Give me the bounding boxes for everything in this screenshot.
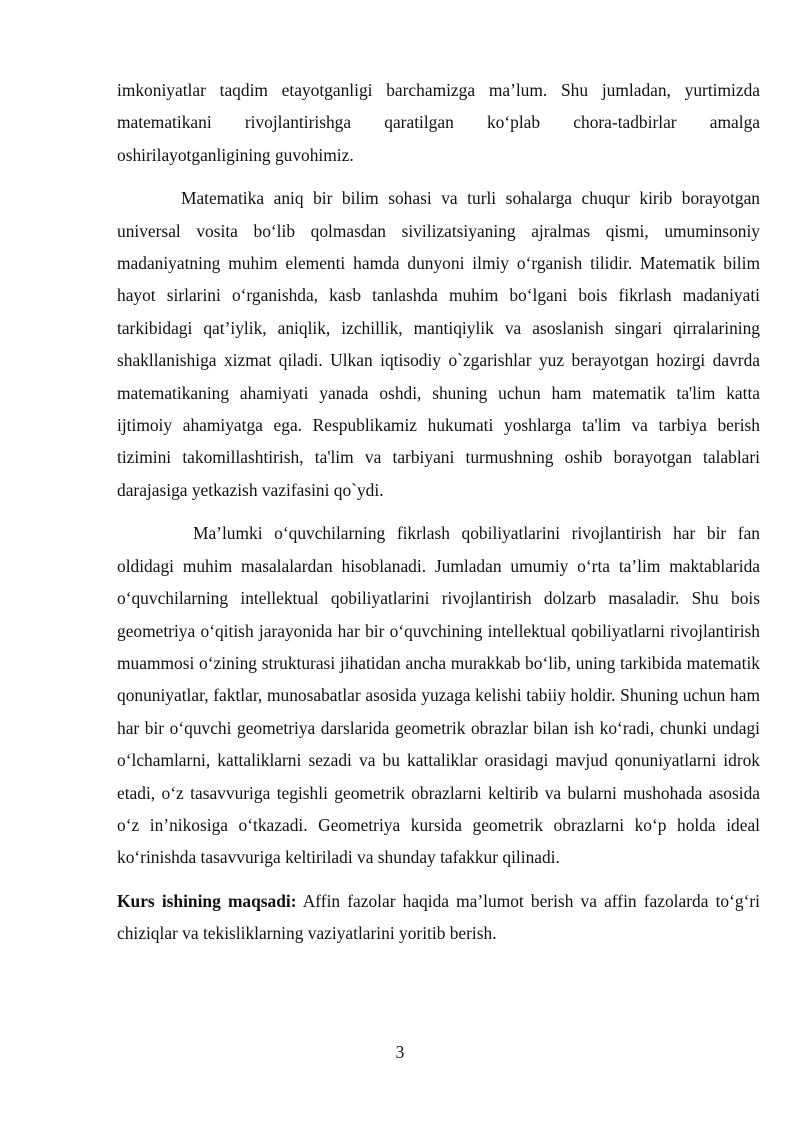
document-page (117, 74, 760, 950)
paragraph-mathematics-importance: Matematika aniq bir bilim sohasi va turli sohalarga chuqur kirib borayotgan universal vosita bo‘lib qolmasdan sivilizatsiyaning ajralmas qismi, umuminsoniy madaniyatning muhim elementi hamda dunyoni ilmiy o‘rganish tilidir. Matematik bilim hayot sirlarini o‘rganishda, kasb tanlashda muhim bo‘lgani bois fikrlash madaniyati tarkibidagi qat’iylik, aniqlik, izchillik, mantiqiylik va asoslanish singari qirralarining shakllanishiga xizmat qiladi. Ulkan iqtisodiy o`zgarishlar yuz berayotgan hozirgi davrda matematikaning ahamiyati yanada oshdi, shuning uchun ham matematik ta'lim katta ijtimoiy ahamiyatga ega. Respublikamiz hukumati yoshlarga ta'lim va tarbiya berish tizimini takomillashtirish, ta'lim va tarbiyani turmushning oshib borayotgan talablari darajasiga yetkazish vazifasini qo`ydi. (117, 188, 760, 500)
page-number: 3 (395, 1042, 405, 1062)
paragraph-intro-continuation: imkoniyatlar taqdim etayotganligi barchamizga ma’lum. Shu jumladan, yurtimizda matematikani rivojlantirishga qaratilgan ko‘plab chora-tadbirlar amalga oshirilayotganligining guvohimiz. (117, 80, 760, 165)
paragraph-course-goal (117, 885, 760, 950)
paragraph-geometry-teaching: Ma’lumki o‘quvchilarning fikrlash qobiliyatlarini rivojlantirish har bir fan oldidagi muhim masalalardan hisoblanadi. Jumladan umumiy o‘rta ta’lim maktablarida o‘quvchilarning intellektual qobiliyatlarini rivojlantirish dolzarb masaladir. Shu bois geometriya o‘qitish jarayonida har bir o‘quvchining intellektual qobiliyatlarni rivojlantirish muammosi o‘zining strukturasi jihatidan ancha murakkab bo‘lib, uning tarkibida matematik qonuniyatlar, faktlar, munosabatlar asosida yuzaga kelishi tabiiy holdir. Shuning uchun ham har bir o‘quvchi geometriya darslarida geometrik obrazlar bilan ish ko‘radi, chunki undagi o‘lchamlarni, kattaliklarni sezadi va bu kattaliklar orasidagi mavjud qonuniyatlarni idrok etadi, o‘z tasavvuriga tegishli geometrik obrazlarni keltirib va bularni mushohada asosida o‘z in’nikosiga o‘tkazadi. Geometriya kursida geometrik obrazlarni ko‘p holda ideal ko‘rinishda tasavvuriga keltiriladi va shunday tafakkur qilinadi. (117, 523, 760, 868)
course-goal-text: Affin fazolar haqida ma’lumot berish va affin fazolarda to‘g‘ri chiziqlar va tekisliklarning vaziyatlarini yoritib berish. (117, 890, 760, 944)
course-goal-label: Kurs ishining maqsadi: (117, 890, 297, 911)
